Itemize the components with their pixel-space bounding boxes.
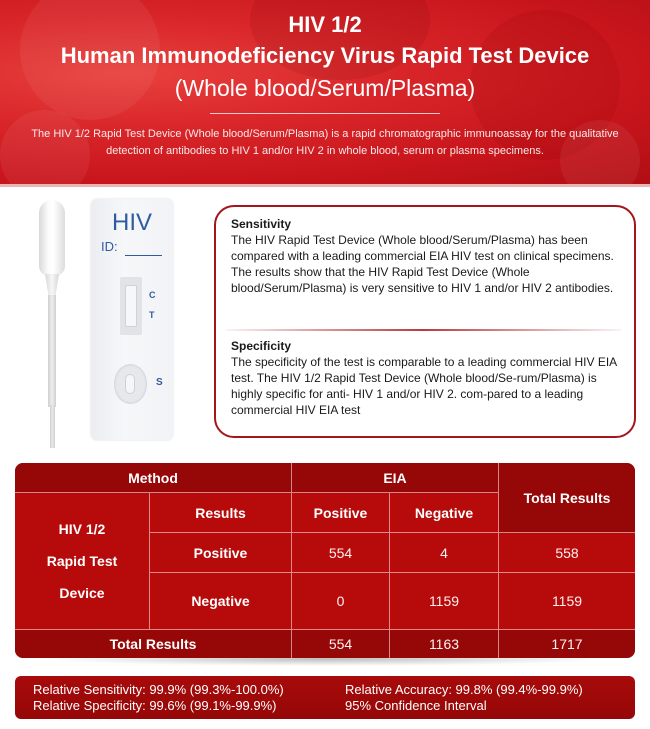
method-header: Method xyxy=(15,463,292,493)
results-header: Results xyxy=(150,493,292,533)
statistics-bar xyxy=(15,676,635,719)
cassette-id-line xyxy=(125,255,162,256)
eia-header: EIA xyxy=(292,463,499,493)
pipette-bulb xyxy=(39,200,65,276)
specificity-heading: Specificity xyxy=(231,339,292,353)
cassette-label: HIV xyxy=(111,209,152,236)
stats-right xyxy=(345,682,583,714)
table-cell-total: 558 xyxy=(499,533,635,573)
banner-edge xyxy=(0,184,650,187)
specimen-types: (Whole blood/Serum/Plasma) xyxy=(174,75,476,101)
performance-info-box xyxy=(214,205,636,438)
cassette-id-label: ID: xyxy=(101,239,118,254)
sample-well xyxy=(114,364,147,404)
results-table xyxy=(15,463,635,658)
table-cell-grand-total: 1717 xyxy=(499,630,635,658)
row-label-negative: Negative xyxy=(150,573,292,630)
specificity-body: The specificity of the test is comparable to a leading commercial HIV EIA test. The HIV 1/2 Rapid Test Device (Whole blood/Se-rum/Plasma) is highly specific for anti- HIV 1 and/or HIV 2. com-pared to a leading commercial HIV EIA test xyxy=(231,355,617,417)
result-window xyxy=(120,277,142,335)
page-title: HIV 1/2 xyxy=(288,12,362,37)
relative-accuracy: Relative Accuracy: 99.8% (99.4%-99.9%) xyxy=(345,682,583,697)
table-cell: 554 xyxy=(292,533,390,573)
test-cassette-image xyxy=(91,199,173,440)
sensitivity-heading: Sensitivity xyxy=(231,217,292,231)
pipette-neck xyxy=(45,274,59,296)
result-strip xyxy=(125,285,137,327)
title-divider xyxy=(210,113,440,114)
sensitivity-body: The HIV Rapid Test Device (Whole blood/Serum/Plasma) has been compared with a leading commercial EIA HIV test on clinical specimens. The results show that the HIV Rapid Test Device (Whole blood/Serum/Plasma) is very sensitive to HIV 1 and/or HIV 2 antibodies. xyxy=(231,233,614,295)
device-label-line: Device xyxy=(59,585,105,601)
table-cell: 0 xyxy=(292,573,390,630)
device-label-line: Rapid Test xyxy=(46,553,118,569)
pipette-stem xyxy=(48,295,56,407)
specificity-section xyxy=(231,338,626,418)
pipette-tip xyxy=(50,405,55,448)
totals-row-label: Total Results xyxy=(15,630,292,658)
dropper-pipette-image xyxy=(36,200,70,435)
sample-mark: S xyxy=(156,377,163,388)
device-label-line: HIV 1/2 xyxy=(58,521,106,537)
sample-well-inner xyxy=(125,374,135,394)
table-cell: 4 xyxy=(390,533,499,573)
eia-positive-header: Positive xyxy=(292,493,390,533)
page-subtitle: Human Immunodeficiency Virus Rapid Test Device xyxy=(60,43,590,68)
relative-sensitivity: Relative Sensitivity: 99.9% (99.3%-100.0%) xyxy=(33,682,284,697)
relative-specificity: Relative Specificity: 99.6% (99.1%-99.9%) xyxy=(33,698,277,713)
sensitivity-section xyxy=(231,216,626,296)
table-cell: 1163 xyxy=(390,630,499,658)
test-line-mark: T xyxy=(149,310,155,320)
table-cell: 554 xyxy=(292,630,390,658)
eia-negative-header: Negative xyxy=(390,493,499,533)
row-label-positive: Positive xyxy=(150,533,292,573)
control-line-mark: C xyxy=(149,290,156,300)
total-results-header: Total Results xyxy=(499,463,635,533)
confidence-interval: 95% Confidence Interval xyxy=(345,698,487,713)
table-cell: 1159 xyxy=(390,573,499,630)
table-cell-total: 1159 xyxy=(499,573,635,630)
product-description: The HIV 1/2 Rapid Test Device (Whole blood/Serum/Plasma) is a rapid chromatographic immunoassay for the qualitative detection of antibodies to HIV 1 and/or HIV 2 in whole blood, serum or plasma specimens. xyxy=(31,128,619,157)
device-label xyxy=(15,493,150,630)
header-banner xyxy=(0,0,650,184)
stats-left xyxy=(33,682,284,714)
section-divider xyxy=(226,329,621,331)
